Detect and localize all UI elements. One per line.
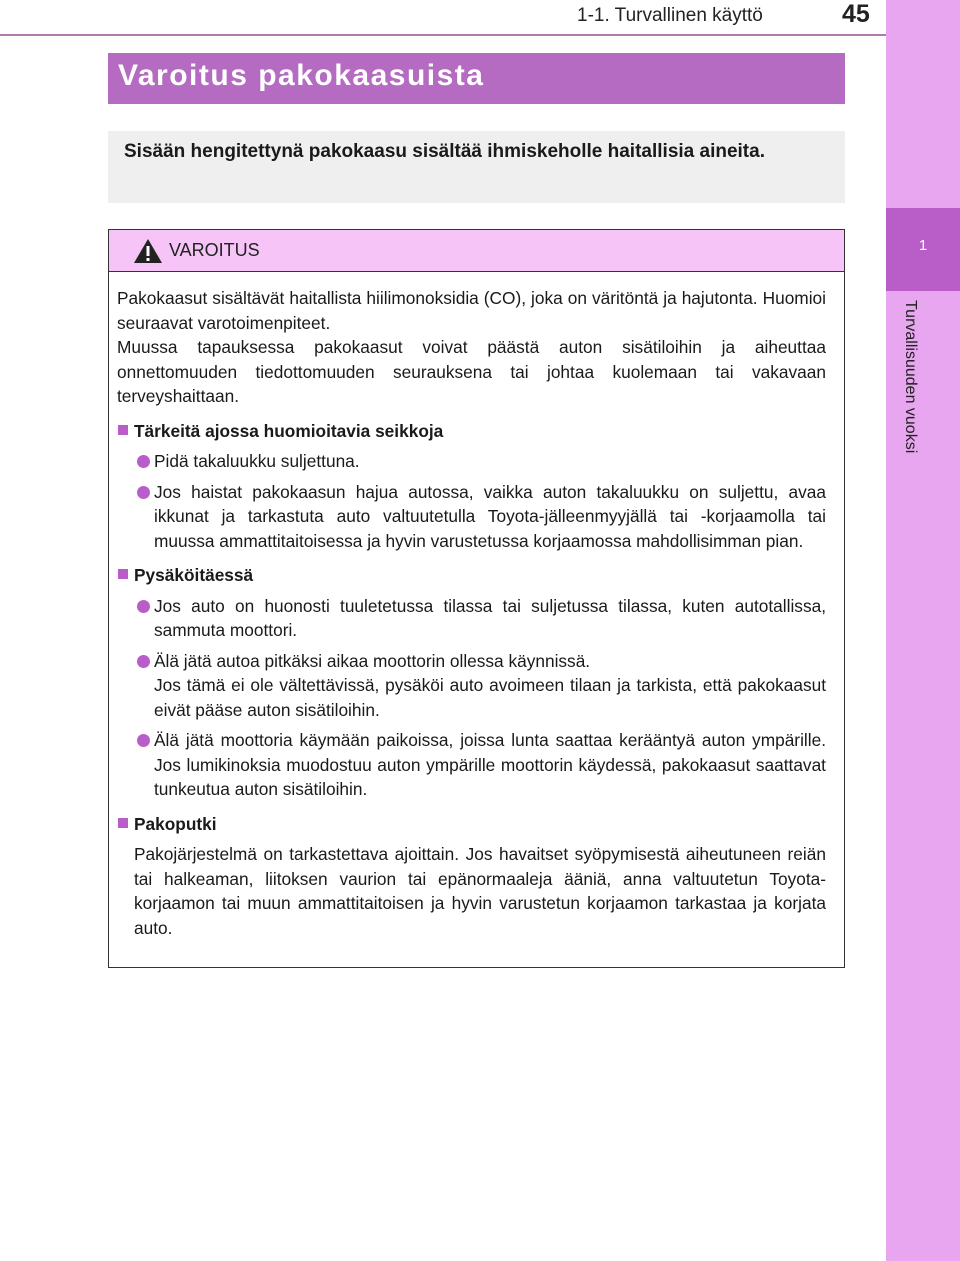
chapter-title: Turvallisuuden vuoksi bbox=[902, 300, 919, 454]
header-rule bbox=[0, 34, 886, 36]
warning-intro-line: Pakokaasut sisältävät haitallista hiilimonoksidia (CO), joka on väritöntä ja hajutonta. Huomioi seuraavat varotoimenpiteet. bbox=[117, 288, 826, 333]
list-item: Jos auto on huonosti tuuletetussa tilassa tai suljetussa tilassa, kuten autotallissa, sammuta moottori. bbox=[117, 594, 826, 643]
exhaust-pipe-text: Pakojärjestelmä on tarkastettava ajoittain. Jos havaitset syöpymisestä aiheutuneen reiän tai halkeaman, liitoksen vaurion tai epänormaaleja ääniä, anna valtuutetun Toyota-korjaamon tai muun ammattitaitoisen ja hyvin varustetun korjaamon tarkastaa ja korjata auto. bbox=[134, 844, 826, 938]
chapter-number: 1 bbox=[918, 237, 928, 254]
warning-intro-line: Muussa tapauksessa pakokaasut voivat päästä auton sisätiloihin ja aiheuttaa onnettomuuden tiedottomuuden seurauksena tai johtaa kuolemaan tai vakavaan terveyshaittaan. bbox=[117, 337, 826, 406]
list-item: Älä jätä moottoria käymään paikoissa, joissa lunta saattaa kerääntyä auton ympärille. Jos lumikinoksia muodostuu auton ympärille moottorin käydessä, pakokaasut saattavat tunkeutua auton sisätiloihin. bbox=[117, 728, 826, 802]
list-item: Älä jätä autoa pitkäksi aikaa moottorin ollessa käynnissä. Jos tämä ei ole vältettävissä, pysäköi auto avoimeen tilaan ja tarkista, että pakokaasut eivät pääse auton sisätiloihin. bbox=[117, 649, 826, 723]
warning-label: VAROITUS bbox=[169, 240, 260, 260]
warning-triangle-icon bbox=[133, 238, 163, 264]
warning-content bbox=[109, 272, 844, 940]
section-heading-parking: Pysäköitäessä bbox=[117, 563, 826, 588]
chapter-side-tab bbox=[886, 0, 960, 1261]
bullet-icon bbox=[137, 655, 150, 668]
list-item: Pidä takaluukku suljettuna. bbox=[117, 449, 826, 474]
intro-text: Sisään hengitettynä pakokaasu sisältää ihmiskeholle haitallisia aineita. bbox=[124, 141, 765, 162]
bullet-icon bbox=[137, 455, 150, 468]
page-title: Varoitus pakokaasuista bbox=[108, 53, 845, 104]
section-heading-driving: Tärkeitä ajossa huomioitavia seikkoja bbox=[117, 419, 826, 444]
page-number: 45 bbox=[842, 0, 870, 28]
bullet-icon bbox=[137, 734, 150, 747]
warning-box bbox=[108, 229, 845, 968]
bullet-icon bbox=[137, 486, 150, 499]
bullet-icon bbox=[137, 600, 150, 613]
section-heading-exhaust-pipe: Pakoputki bbox=[117, 812, 826, 837]
intro-box bbox=[108, 131, 845, 203]
warning-header bbox=[109, 230, 844, 272]
list-item: Jos haistat pakokaasun hajua autossa, vaikka auton takaluukku on suljettu, avaa ikkunat ja tarkastuta auto valtuutetulla Toyota-jälleenmyyjällä tai -korjaamolla tai muussa ammattitaitoisessa ja hyvin varustetussa korjaamossa mahdollisimman pian. bbox=[117, 480, 826, 554]
section-label: 1-1. Turvallinen käyttö bbox=[577, 5, 763, 26]
